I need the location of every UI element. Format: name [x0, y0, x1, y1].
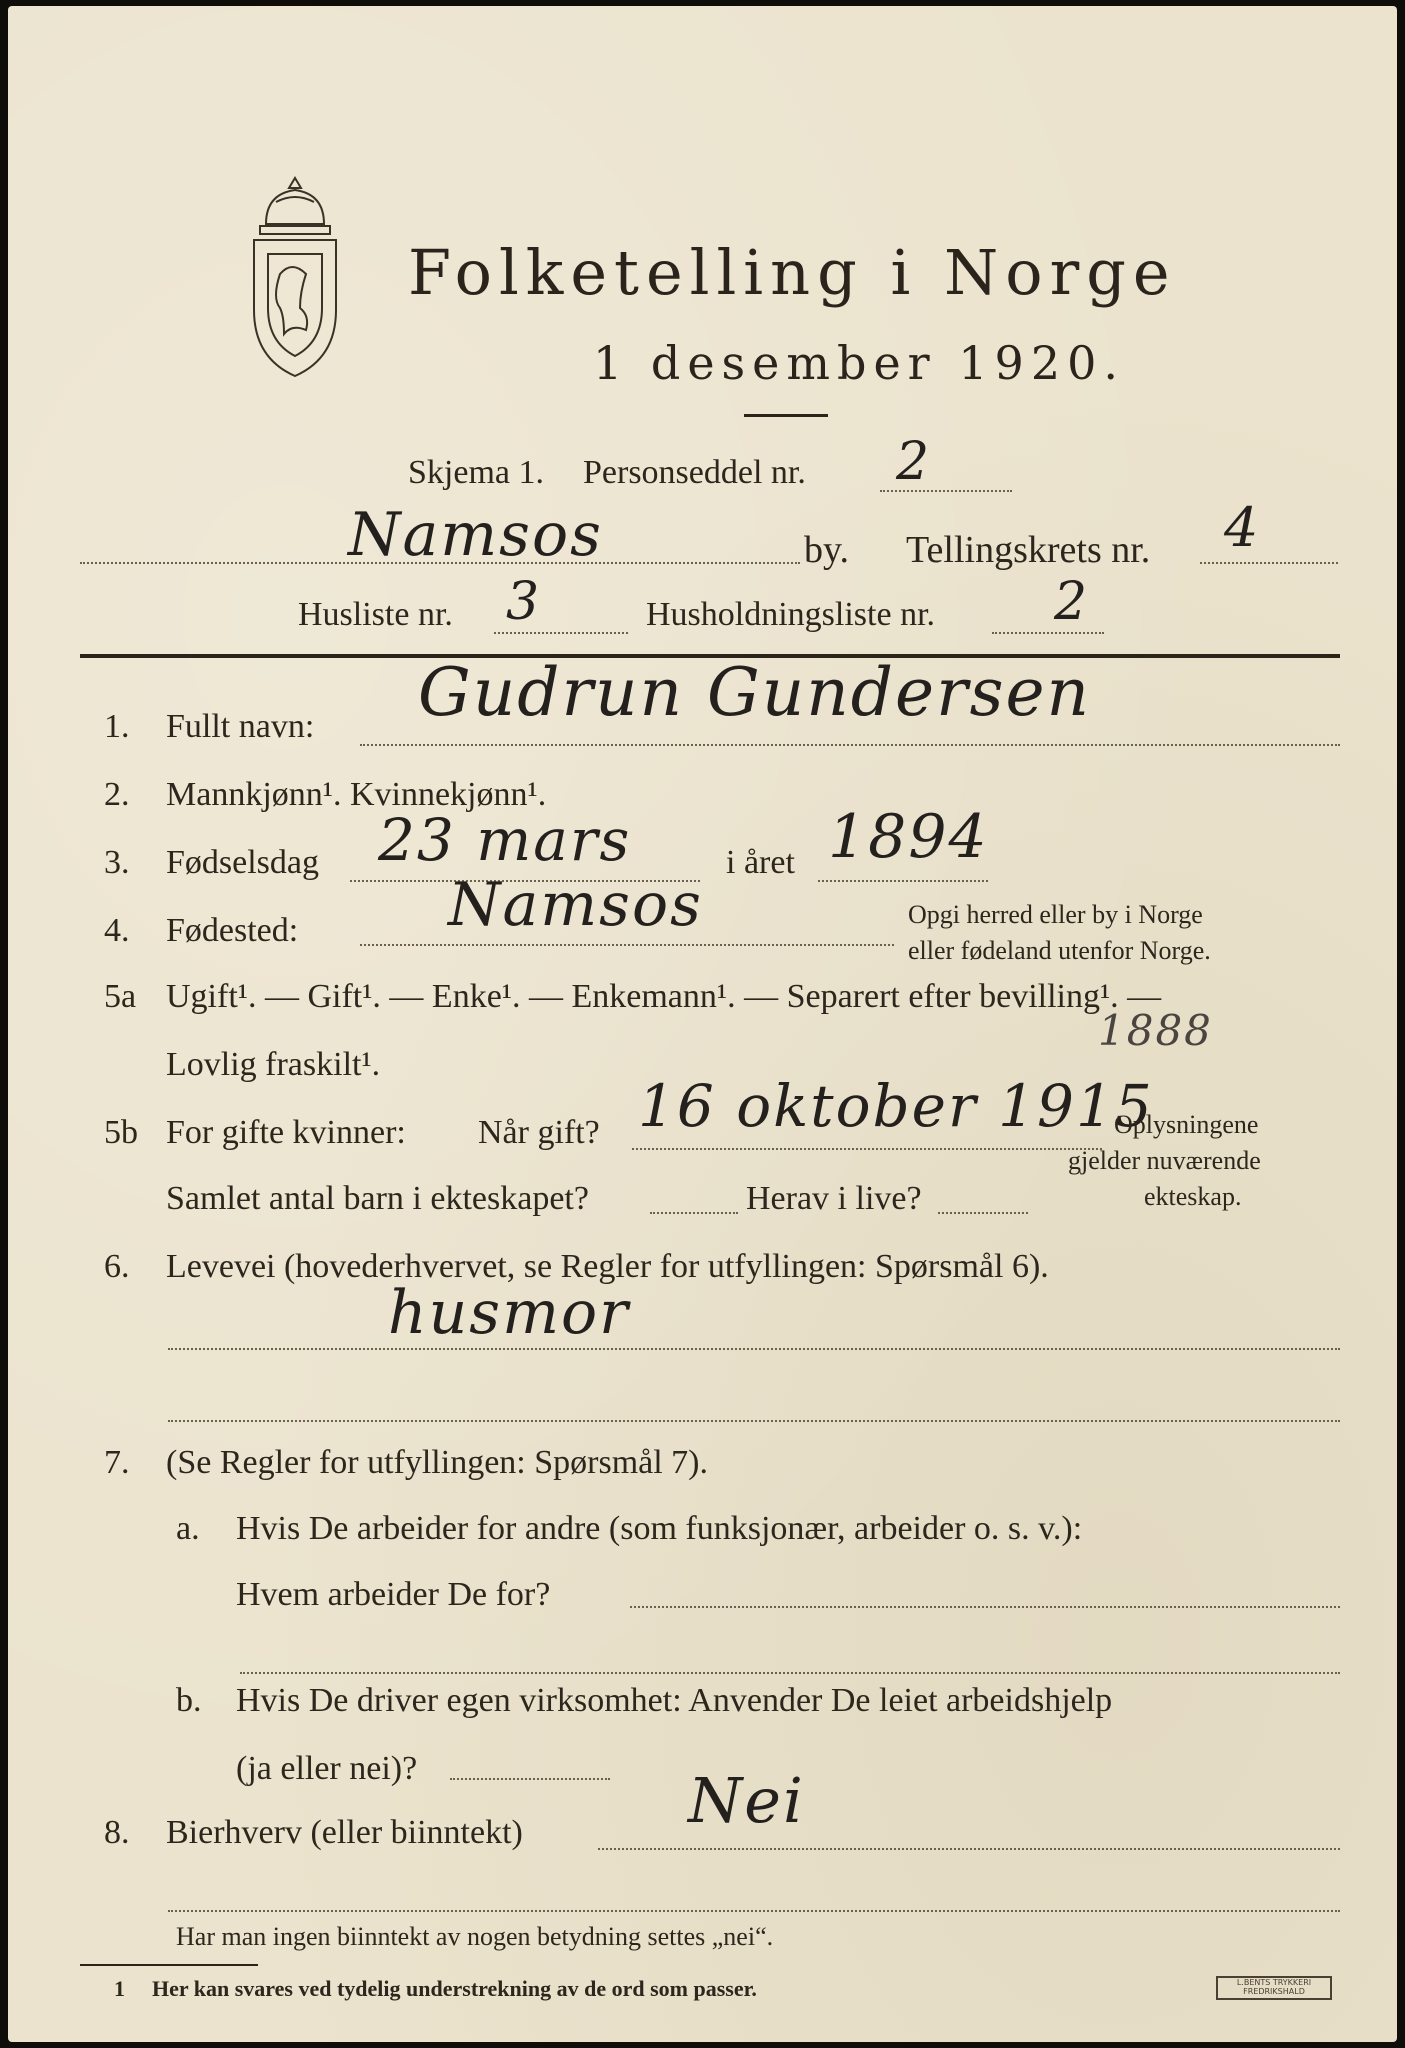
town-value: Namsos — [348, 500, 603, 570]
printer-stamp — [1216, 1976, 1332, 2000]
q4-label: Fødested: — [166, 912, 299, 949]
husliste-field[interactable] — [494, 632, 628, 634]
tellingskrets-value: 4 — [1224, 496, 1261, 559]
occupation-field-line2[interactable] — [168, 1420, 1340, 1422]
husliste-value: 3 — [506, 572, 542, 632]
norwegian-coat-of-arms-icon — [236, 174, 354, 384]
q7b-text: Hvis De driver egen virksomhet: Anvender De leiet arbeidshjelp — [236, 1682, 1113, 1719]
q8-number: 8. — [104, 1814, 130, 1851]
q5b-note-line2: gjelder nuværende — [1068, 1146, 1261, 1175]
when-married-field[interactable] — [632, 1148, 1102, 1150]
q5b-number: 5b — [104, 1114, 138, 1151]
birthplace-note-line1: Opgi herred eller by i Norge — [908, 900, 1203, 929]
q5b-note-line3: ekteskap. — [1144, 1182, 1242, 1211]
printer-line2: FREDRIKSHALD — [1243, 1987, 1305, 1996]
q6-label: Levevei (hovederhvervet, se Regler for utfyllingen: Spørsmål 6). — [166, 1248, 1049, 1285]
printer-line1: L.BENTS TRYKKERI — [1236, 1978, 1312, 1987]
birthplace-note-line2: eller fødeland utenfor Norge. — [908, 936, 1211, 965]
q6-number: 6. — [104, 1248, 130, 1285]
q2-number: 2. — [104, 776, 130, 813]
personseddel-label: Personseddel nr. — [583, 454, 806, 491]
skjema-label: Skjema 1. — [408, 454, 544, 491]
q4-number: 4. — [104, 912, 130, 949]
title-divider — [744, 414, 828, 417]
census-form-sheet — [8, 6, 1397, 2042]
footnote-mark: 1 — [114, 1976, 125, 2001]
marital-status-options[interactable]: Ugift¹. — Gift¹. — Enke¹. — Enkemann¹. — Separert efter bevilling¹. — — [166, 978, 1162, 1015]
form-title: Folketelling i Norge — [408, 236, 1177, 309]
employer-field-line1[interactable] — [630, 1606, 1340, 1608]
husholdning-value: 2 — [1054, 572, 1090, 632]
footnote-divider — [80, 1964, 258, 1966]
gender-options[interactable]: Mannkjønn¹. Kvinnekjønn¹. — [166, 776, 547, 813]
by-label: by. — [804, 529, 850, 571]
personseddel-value: 2 — [896, 432, 932, 492]
q7a-text: Hvis De arbeider for andre (som funksjonær, arbeider o. s. v.): — [236, 1510, 1083, 1547]
alive-label: Herav i live? — [746, 1180, 922, 1217]
employer-field-line2[interactable] — [240, 1672, 1340, 1674]
side-income-field[interactable] — [598, 1848, 1340, 1850]
occupation-field-line1[interactable] — [168, 1348, 1340, 1350]
form-date: 1 desember 1920. — [593, 336, 1125, 390]
q7a-letter: a. — [176, 1510, 200, 1547]
q5b-note-line1: Oplysningene — [1114, 1110, 1259, 1139]
q5b-label: For gifte kvinner: — [166, 1114, 406, 1151]
q7b-letter: b. — [176, 1682, 202, 1719]
side-income-value: Nei — [688, 1764, 805, 1837]
q8-label: Bierhverv (eller biinntekt) — [166, 1814, 523, 1851]
full-name-field[interactable] — [360, 744, 1340, 746]
birthday-value: 23 mars — [378, 806, 632, 874]
q7a-text2: Hvem arbeider De for? — [236, 1576, 551, 1613]
tellingskrets-field[interactable] — [1200, 562, 1338, 564]
husliste-label: Husliste nr. — [298, 596, 453, 633]
when-married-label: Når gift? — [478, 1114, 600, 1151]
children-field[interactable] — [650, 1212, 738, 1214]
q3-number: 3. — [104, 844, 130, 881]
birth-year-field[interactable] — [818, 880, 988, 882]
q1-label: Fullt navn: — [166, 708, 315, 745]
q7-number: 7. — [104, 1444, 130, 1481]
full-name-value: Gudrun Gundersen — [418, 654, 1092, 731]
q7-label: (Se Regler for utfyllingen: Spørsmål 7). — [166, 1444, 709, 1481]
marital-status-options-line2[interactable]: Lovlig fraskilt¹. — [166, 1046, 381, 1083]
q3-label: Fødselsdag — [166, 844, 319, 881]
husholdning-field[interactable] — [992, 632, 1104, 634]
birth-year-value: 1894 — [828, 802, 989, 872]
occupation-value: husmor — [388, 1278, 630, 1348]
birthplace-value: Namsos — [448, 870, 703, 940]
alive-field[interactable] — [938, 1212, 1028, 1214]
q1-number: 1. — [104, 708, 130, 745]
children-label: Samlet antal barn i ekteskapet? — [166, 1180, 589, 1217]
birthplace-field[interactable] — [360, 944, 894, 946]
marital-annotation: 1888 — [1098, 1006, 1213, 1055]
year-label: i året — [726, 844, 795, 881]
q5a-number: 5a — [104, 978, 137, 1015]
hired-help-field[interactable] — [450, 1778, 610, 1780]
q7b-text2: (ja eller nei)? — [236, 1750, 418, 1787]
husholdning-label: Husholdningsliste nr. — [646, 596, 936, 633]
tellingskrets-label: Tellingskrets nr. — [906, 529, 1151, 571]
when-married-value: 16 oktober 1915 — [638, 1072, 1154, 1140]
side-income-field-line2[interactable] — [168, 1910, 1340, 1912]
footer-note: Har man ingen biinntekt av nogen betydning settes „nei“. — [176, 1922, 774, 1951]
footnote-text: Her kan svares ved tydelig understrekning av de ord som passer. — [152, 1976, 757, 2001]
